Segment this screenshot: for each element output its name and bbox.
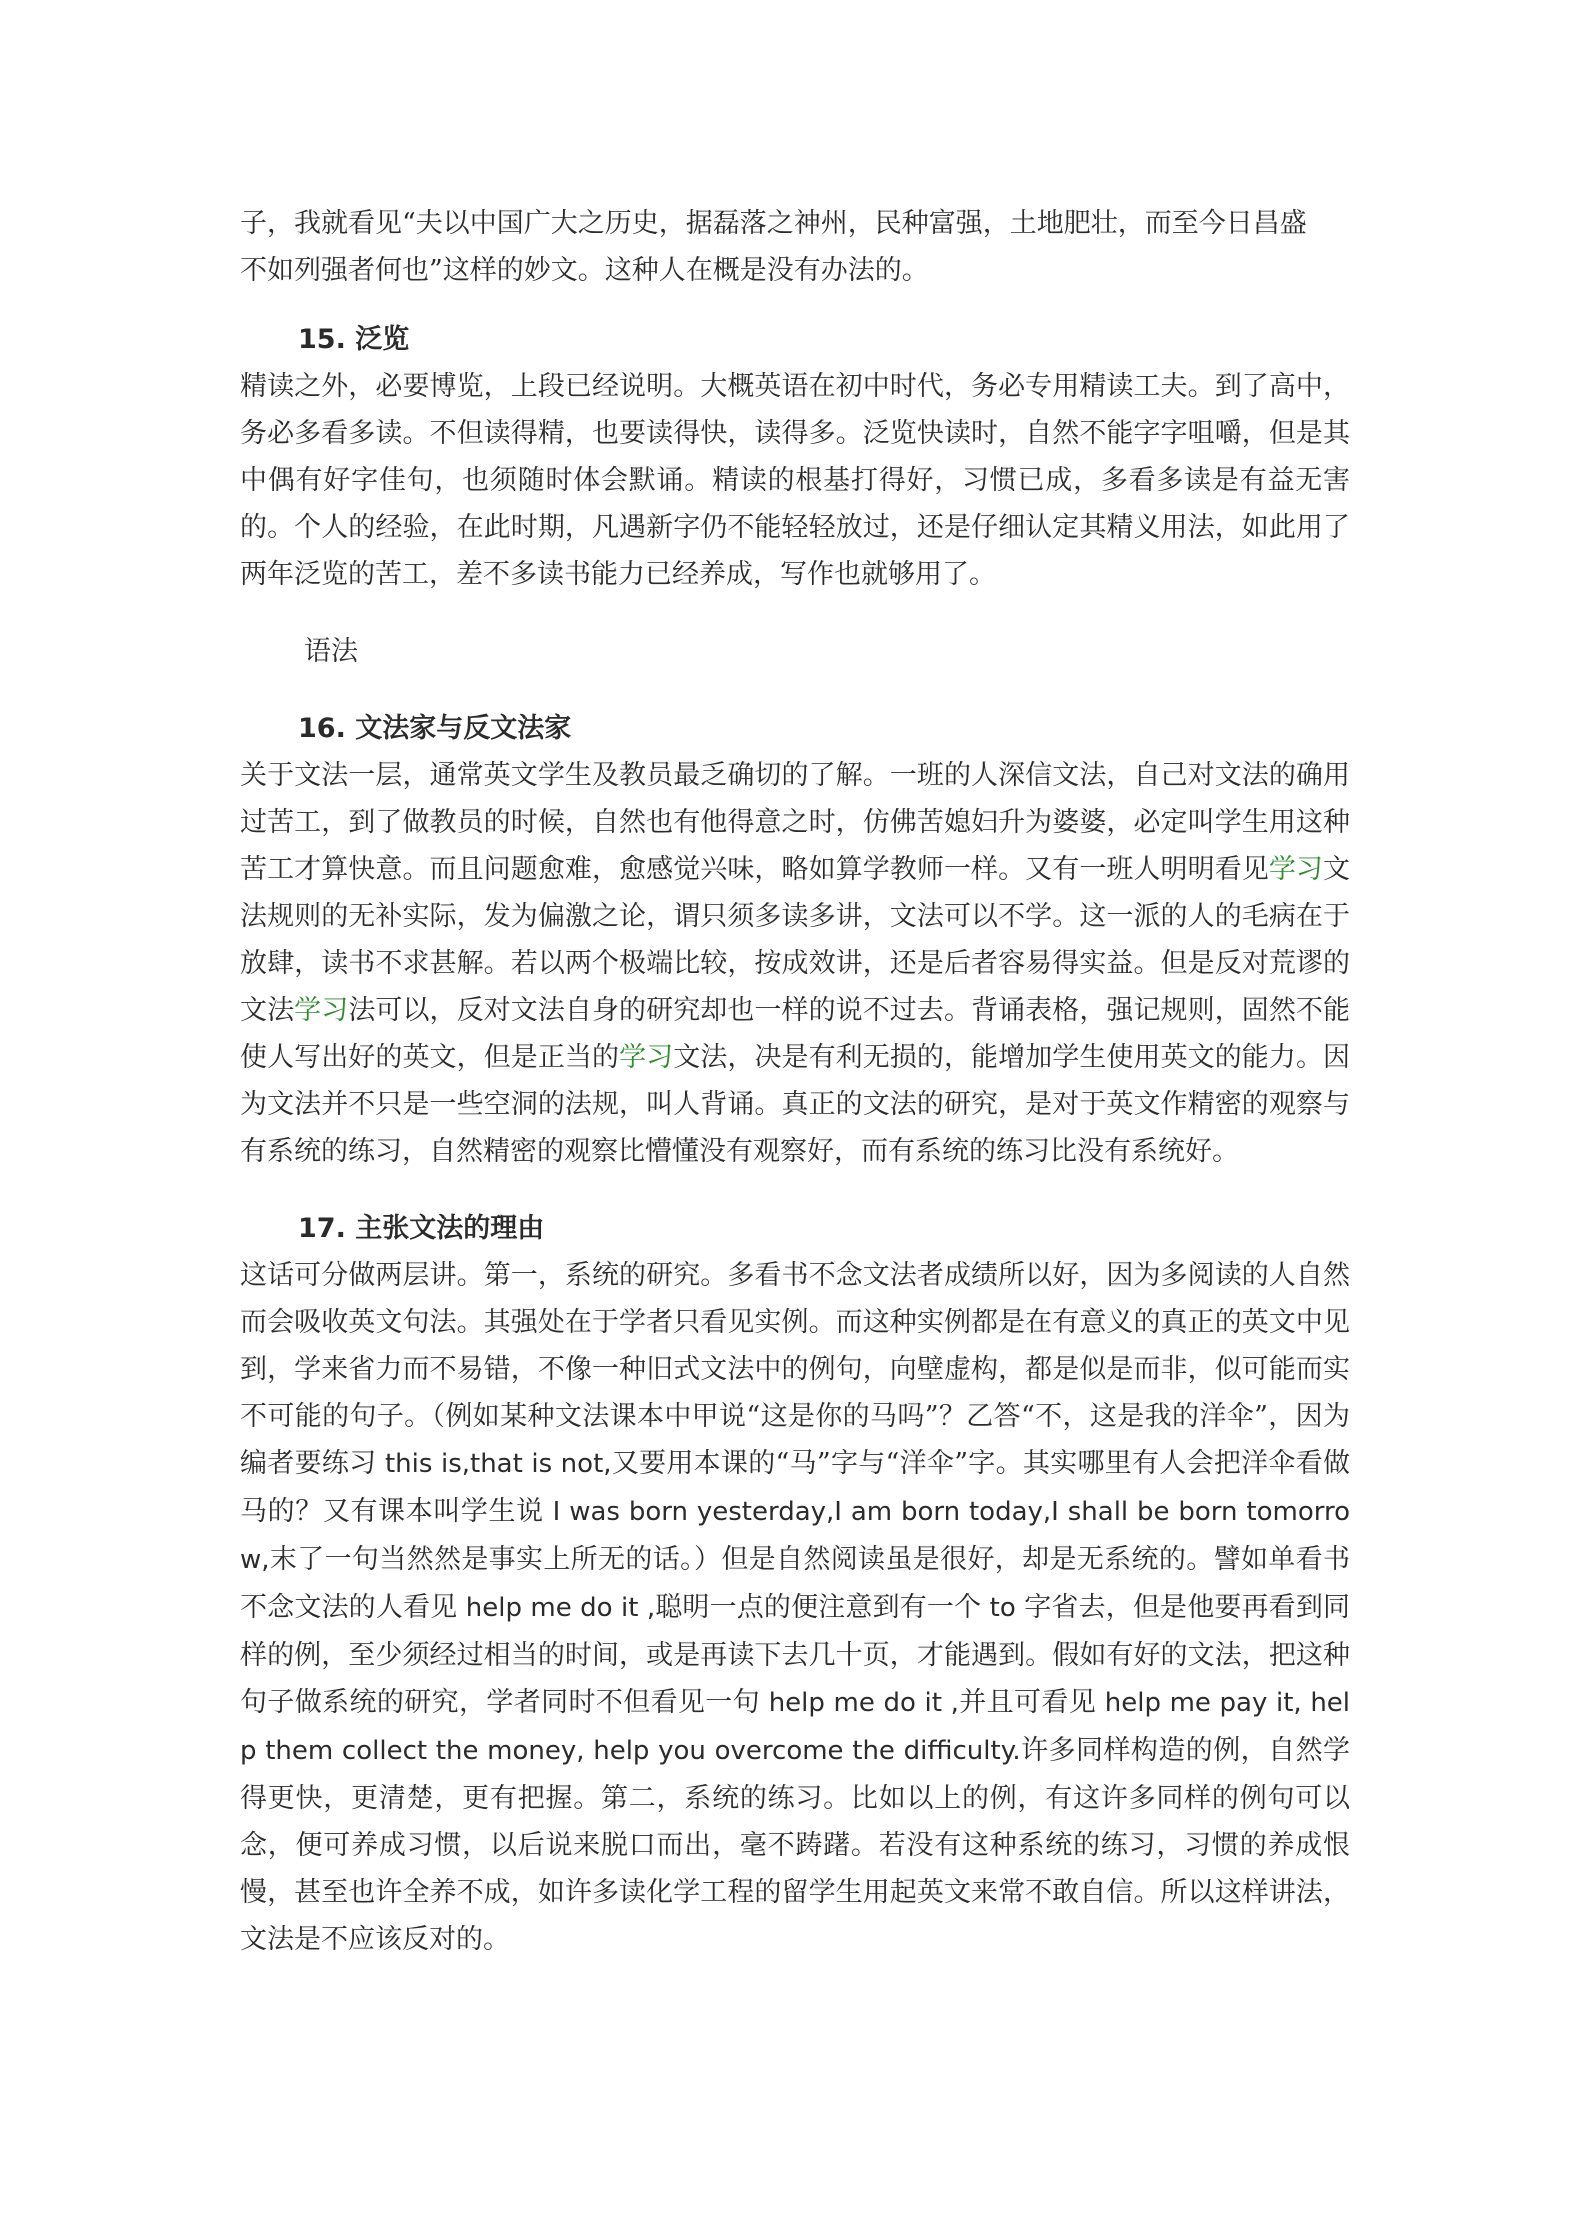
section-17-number: 17. — [298, 1213, 346, 1244]
english-example-3: help me do it , — [457, 1593, 656, 1623]
section-17-heading — [240, 1205, 1350, 1252]
section-15-number: 15. — [298, 324, 346, 355]
section-15-title: 泛览 — [355, 324, 410, 355]
section-15-body: 精读之外，必要博览，上段已经说明。大概英语在初中时代，务必专用精读工夫。到了高中，务必多看多读。不但读得精，也要读得快，读得多。泛览快读时，自然不能字字咀嚼，但是其中偶有好字佳句，也须随时体会默诵。精读的根基打得好，习惯已成，多看多读是有益无害的。个人的经验，在此时期，凡遇新字仍不能轻轻放过，还是仔细认定其精义用法，如此用了两年泛览的苦工，差不多读书能力已经养成，写作也就够用了。 — [240, 371, 1350, 590]
section-16-heading — [240, 705, 1350, 752]
section-17-text-1: 这话可分做两层讲。第一，系统的研究。多看书不念文法者成绩所以好，因为多阅读的人自然而会吸收英文句法。其强处在于学者只看见实例。而这种实例都是在有意义的真正的英文中见到，学来省力而不易错，不像一种旧式文法中的例句，向壁虚构，都是似是而非，似可能而实不可能的句子。（例如某种文法课本中甲说“这是你的马吗”？乙答“不，这是我的洋伞”，因为编者要练习 — [240, 1260, 1350, 1479]
section-16-text-2: 文法规则的无补实际，发为偏激之论，谓只须多读多讲，文法可以不学。这一派的人的毛病在于放肆，读书不求甚解。若以两个极端比较，按成效讲，还是后者容易得实益。但是反对荒谬的文法 — [240, 854, 1351, 1026]
english-example-2: I was born yesterday,I am born today,I shall be born tomorrow, — [240, 1497, 1350, 1575]
section-16-number: 16. — [298, 713, 346, 744]
english-example-6: help me pay it, help them collect the money, help you overcome the difficulty. — [240, 1688, 1351, 1766]
grammar-section-label: 语法 — [304, 636, 358, 667]
intro-line-1: 子，我就看见“夫以中国广大之历史，据磊落之神州，民种富强，土地肥壮，而至今日昌盛 — [240, 208, 1307, 239]
page-content — [240, 200, 1350, 1963]
section-16-text-3: 法可以，反对文法自身的研究却也一样的说不过去。背诵表格，强记规则，固然不能使人写出好的英文，但是正当的 — [240, 995, 1351, 1073]
section-16-body — [240, 752, 1350, 1175]
intro-line-2: 不如列强者何也”这样的妙文。这种人在概是没有办法的。 — [240, 255, 929, 286]
section-17-text-3: 末了一句当然然是事实上所无的话。）但是自然阅读虽是很好，却是无系统的。譬如单看书不念文法的人看见 — [240, 1544, 1350, 1623]
section-17-text-7: 许多同样构造的例，自然学得更快，更清楚，更有把握。第二，系统的练习。比如以上的例，有这许多同样的例句可以念，便可养成习惯，以后说来脱口而出，毫不踌躇。若没有这种系统的练习，习惯的养成恨慢，甚至也许全养不成，如许多读化学工程的留学生用起英文来常不敢自信。所以这样讲法，文法是不应该反对的。 — [240, 1735, 1351, 1955]
section-17-text-2: 又要用本课的“马”字与“洋伞”字。其实哪里有人会把洋伞看做马的？又有课本叫学生说 — [240, 1448, 1351, 1527]
study-link-1[interactable]: 学习 — [1268, 854, 1324, 885]
section-17-title: 主张文法的理由 — [355, 1213, 545, 1244]
section-17-text-5: 字省去，但是他要再看到同样的例，至少须经过相当的时间，或是再读下去几十页，才能遇到。假如有好的文法，把这种句子做系统的研究，学者同时不但看见一句 — [240, 1592, 1351, 1718]
section-17-text-4: 聪明一点的便注意到有一个 — [655, 1592, 982, 1623]
section-16-title: 文法家与反文法家 — [355, 713, 572, 744]
section-16-text-1: 关于文法一层，通常英文学生及教员最乏确切的了解。一班的人深信文法，自己对文法的确用过苦工，到了做教员的时候，自然也有他得意之时，仿佛苦媳妇升为婆婆，必定叫学生用这种苦工才算快意。而且问题愈难，愈感觉兴味，略如算学教师一样。又有一班人明明看见 — [240, 760, 1350, 885]
section-16-text-4: 文法，决是有利无损的，能增加学生使用英文的能力。因为文法并不只是一些空洞的法规，叫人背诵。真正的文法的研究，是对于英文作精密的观察与有系统的练习，自然精密的观察比懵懂没有观察好，而有系统的练习比没有系统好。 — [240, 1042, 1351, 1167]
intro-paragraph — [240, 200, 1350, 294]
english-example-1: this is,that is not, — [376, 1449, 612, 1479]
english-example-4: to — [981, 1593, 1025, 1623]
study-link-2[interactable]: 学习 — [294, 995, 349, 1026]
section-15-heading — [240, 316, 1350, 363]
study-link-3[interactable]: 学习 — [619, 1042, 674, 1073]
section-17-text-6: 并且可看见 — [958, 1687, 1097, 1718]
english-example-5: help me do it , — [760, 1688, 959, 1718]
section-17-body — [240, 1252, 1350, 1963]
